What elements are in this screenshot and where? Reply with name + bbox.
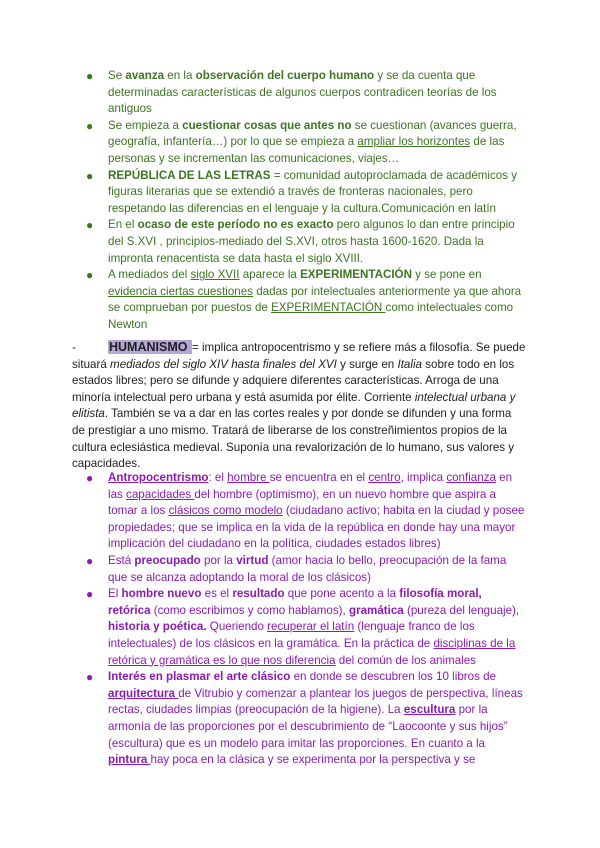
bullet-icon: ● (86, 168, 94, 183)
bullet-icon: ● (86, 69, 94, 83)
bullet-icon: ● (86, 471, 94, 485)
list-item: ● A mediados del siglo XVII aparece la EXPERIMENTACIÓN y se pone en evidencia ciertas cuestiones dadas por intelectuales anteriormente ya que ahora se comprueban por puestos de EXPERIMENTACIÓN como intelectuales como Newton (86, 268, 522, 331)
purple-bullet-list (86, 470, 526, 769)
bullet-icon: ● (86, 118, 94, 133)
list-item: ● Se avanza en la observación del cuerpo humano y se da cuenta que determinadas características de algunos cuerpos contradicen teorías de los antiguos (86, 69, 497, 116)
dash-marker: - (72, 341, 76, 354)
list-item: ● REPÚBLICA DE LAS LETRAS = comunidad autoproclamada de académicos y figuras literarias que se extendió a través de fronteras nacionales, pero respetando las diferencias en el lenguaje y la cultura.Comunicación en latín (86, 168, 518, 215)
list-item: ● En el ocaso de este período no es exacto pero algunos lo dan entre principio del S.XVI , principios-mediado del S.XVI, otros hasta 1600-1620. Dada la impronta renacentista se data hasta el siglo XVIII. (86, 218, 515, 265)
bullet-icon: ● (86, 218, 94, 233)
list-item: ● Está preocupado por la virtud (amor hacia lo bello, preocupación de la fama que se alcanza adoptando la moral de los clásicos) (86, 553, 507, 584)
humanismo-heading: HUMANISMO (109, 340, 191, 354)
green-bullet-list (86, 68, 526, 334)
bullet-icon: ● (86, 268, 94, 283)
list-item: ● El hombre nuevo es el resultado que pone acento a la filosofía moral, retórica (como escribimos y como hablamos), gramática (pureza del lenguaje), historia y poética. Queriendo recuperar el latín (lenguaje franco de los intelectuales) de los clásicos en la gramática. En la práctica de disciplinas de la retórica y gramática es lo que nos diferencia del común de los animales (86, 587, 520, 667)
list-item: ● Interés en plasmar el arte clásico en donde se descubren los 10 libros de arquitectura de Vitrubio y comenzar a plantear los juegos de perspectiva, líneas rectas, ciudades limpias (preocupación de la higiene). La escultura por la armonía de las proporciones por el descubrimiento de “Laocoonte y sus hijos” (escultura) que es un modelo para imitar las proporciones. En cuanto a la pintura hay poca en la clásica y se experimenta por la perspectiva y se (86, 670, 523, 767)
humanismo-paragraph: - HUMANISMO = implica antropocentrismo y se refiere más a filosofía. Se puede situará mediados del siglo XIV hasta finales del XVI y surge en Italia sobre todo en los estados libres; pero se difunde y adquiere diferentes características. Arroga de una minoría intelectual pero urbana y está asumida por élite. Corriente intelectual urbana y elitista. También se va a dar en las cortes reales y por donde se difunden y una forma de prestigiar a uno mismo. Tratará de liberarse de los constreñimientos propios de la cultura eclesiástica medieval. Suponía una revalorización de lo humano, sus valores y capacidades. (72, 340, 526, 471)
bullet-icon: ● (86, 553, 94, 568)
list-item: ● Se empieza a cuestionar cosas que antes no se cuestionan (avances guerra, geografía, infantería…) por lo que se empieza a ampliar los horizontes de las personas y se incrementan las comunicaciones, viajes… (86, 118, 517, 165)
bullet-icon: ● (86, 670, 94, 685)
bullet-icon: ● (86, 587, 94, 602)
list-item: ● Antropocentrismo: el hombre se encuentra en el centro, implica confianza en las capacidades del hombre (optimismo), en un nuevo hombre que aspira a tomar a los clásicos como modelo (ciudadano activo; habita en la ciudad y posee propiedades; que se implica en la vida de la república en donde hay una mayor implicación del ciudadano en la política, ciudades estados libres) (86, 471, 525, 551)
